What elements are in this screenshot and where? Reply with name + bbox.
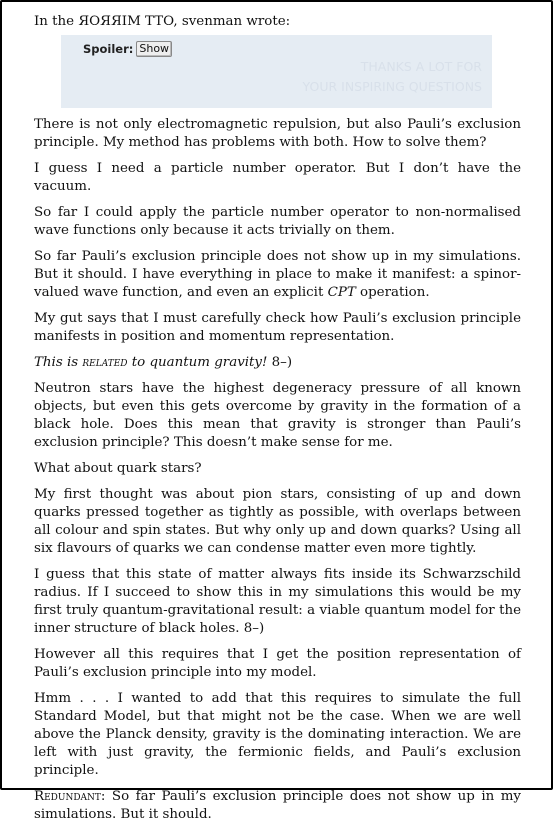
paragraph: My first thought was about pion stars, consisting of up and down quarks pressed together as tightly as possible, with overlaps between all colour and spin states. But why only up and down quarks? Using all six flavours of quarks we can condense matter even more tightly.	[34, 487, 521, 556]
paragraph-text: So far Pauli’s exclusion principle does not show up in my simulations. But it should.	[34, 789, 521, 822]
spoiler-show-button[interactable]: Show	[136, 41, 172, 57]
paragraph	[34, 354, 521, 372]
paragraph: I guess I need a particle number operator. But I don’t have the vacuum.	[34, 161, 521, 194]
quote-header: In the ЯOЯЯIM TTO, svenman wrote:	[34, 14, 291, 29]
emphasis-related: related	[82, 355, 128, 370]
cpt-term: CPT	[327, 285, 356, 300]
paragraph-text: So far Pauli’s exclusion principle does not show up in my simulations. But it should. I have everything in place to make it manifest: a spinor-valued wave function, and even an explicit	[34, 249, 521, 300]
spoiler-bar	[83, 40, 172, 58]
spoiler-box	[61, 35, 492, 108]
spoiler-hidden-line: THANKS A LOT FOR	[360, 59, 482, 74]
paragraph: There is not only electromagnetic repulsion, but also Pauli’s exclusion principle. My method has problems with both. How to solve them?	[34, 117, 521, 150]
redundant-label: Redundant:	[34, 789, 106, 804]
paragraph: I guess that this state of matter always fits inside its Schwarzschild radius. If I succeed to show this in my simulations this would be my first truly quantum-gravitational result: a viable quantum model for the inner structure of black holes. 8–)	[34, 567, 521, 636]
paragraph: Neutron stars have the highest degeneracy pressure of all known objects, but even this gets overcome by gravity in the formation of a black hole. Does this mean that gravity is stronger than Pauli’s exclusion principle? This doesn’t make sense for me.	[34, 381, 521, 450]
smiley: 8–)	[267, 355, 293, 370]
paragraph: What about quark stars?	[34, 461, 202, 476]
paragraph: My gut says that I must carefully check how Pauli’s exclusion principle manifests in position and momentum representation.	[34, 311, 521, 344]
spoiler-hidden-text	[303, 57, 482, 97]
paragraph-text: This is	[34, 355, 83, 370]
paragraph-text: operation.	[355, 285, 430, 300]
paragraph: Hmm . . . I wanted to add that this requires to simulate the full Standard Model, but that might not be the case. When we are well above the Planck density, gravity is the dominating interaction. We are left with just gravity, the fermionic fields, and Pauli’s exclusion principle.	[34, 691, 521, 778]
spoiler-hidden-line: YOUR INSPIRING QUESTIONS	[302, 79, 482, 94]
paragraph	[34, 788, 521, 824]
paragraph: However all this requires that I get the position representation of Pauli’s exclusion principle into my model.	[34, 647, 521, 680]
paragraph	[34, 248, 521, 302]
paragraph: So far I could apply the particle number operator to non-normalised wave functions only because it acts trivially on them.	[34, 205, 521, 238]
paragraph-text: to quantum gravity!	[127, 355, 268, 370]
post-content	[34, 13, 521, 832]
spoiler-label: Spoiler:	[83, 42, 134, 56]
